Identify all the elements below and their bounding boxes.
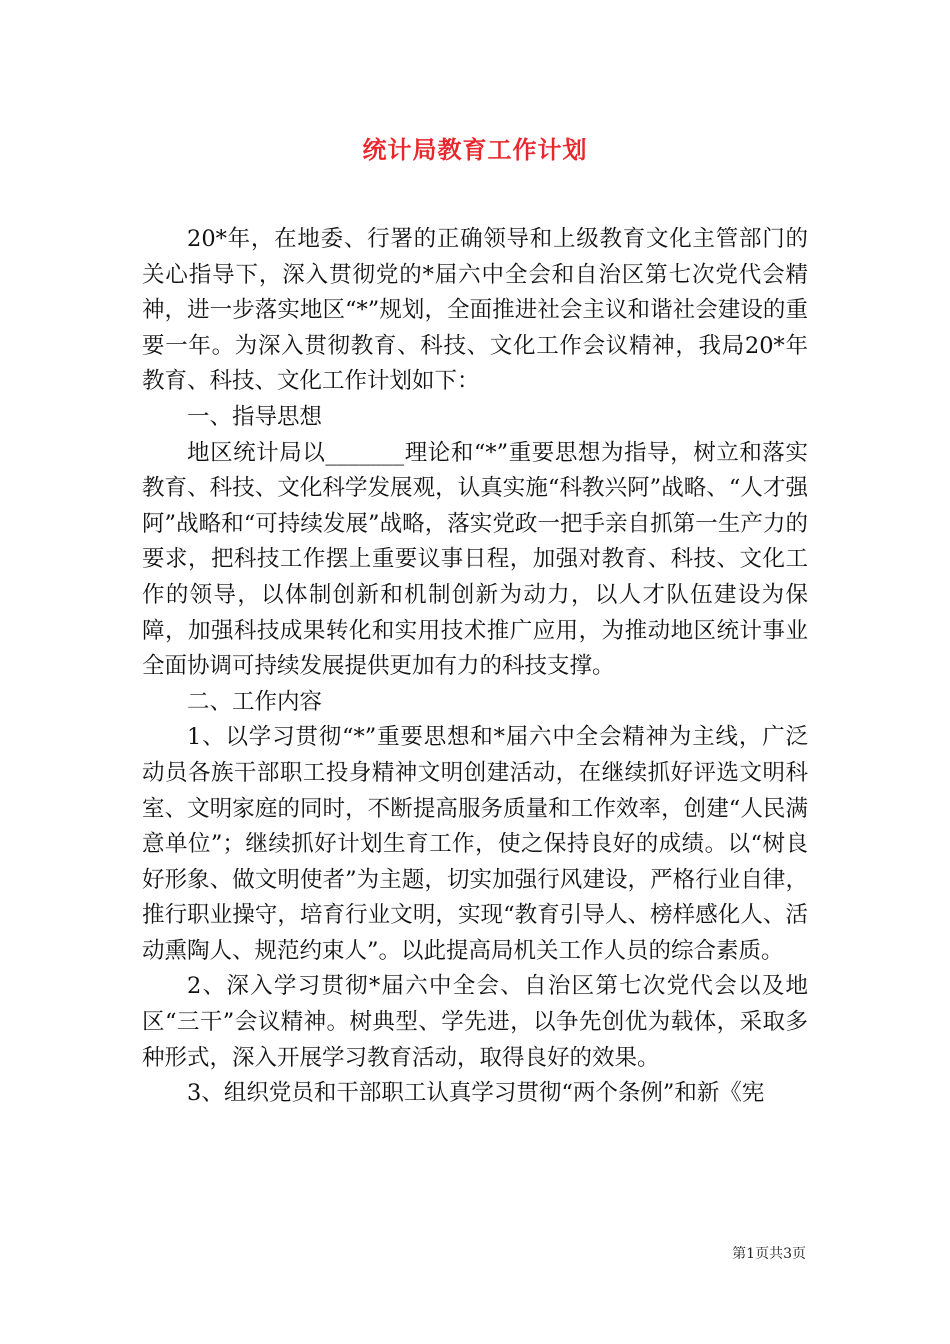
work-item-2-paragraph: 2、深入学习贯彻*届六中全会、自治区第七次党代会以及地区“三干”会议精神。树典型、学先进，以争先创优为载体，采取多种形式，深入开展学习教育活动，取得良好的效果。: [142, 973, 808, 1071]
document-title: 统计局教育工作计划: [362, 135, 588, 164]
work-item-3-paragraph: 3、组织党员和干部职工认真学习贯彻“两个条例”和新《宪: [187, 1080, 765, 1107]
work-item-1-paragraph: 1、以学习贯彻“*”重要思想和*届六中全会精神为主线，广泛动员各族干部职工投身精神文明创建活动，在继续抓好评选文明科室、文明家庭的同时，不断提高服务质量和工作效率，创建“人民满意单位”；继续抓好计划生育工作，使之保持良好的成绩。以“树良好形象、做文明使者”为主题，切实加强行风建设，严格行业自律，推行职业操守，培育行业文明，实现“教育引导人、榜样感化人、活动熏陶人、规范约束人”。以此提高局机关工作人员的综合素质。: [142, 724, 808, 964]
document-body: [142, 222, 808, 1112]
page-number-footer: 第1页共3页: [732, 1246, 806, 1262]
section-heading-guiding-thought: 一、指导思想: [187, 403, 323, 430]
section-heading-work-content: 二、工作内容: [187, 688, 323, 715]
guiding-thought-paragraph: 地区统计局以_______理论和“*”重要思想为指导，树立和落实教育、科技、文化科学发展观，认真实施“科教兴阿”战略、“人才强阿”战略和“可持续发展”战略，落实党政一把手亲自抓第一生产力的要求，把科技工作摆上重要议事日程，加强对教育、科技、文化工作的领导，以体制创新和机制创新为动力，以人才队伍建设为保障，加强科技成果转化和实用技术推广应用，为推动地区统计事业全面协调可持续发展提供更加有力的科技支撑。: [142, 439, 808, 680]
intro-paragraph: 20*年，在地委、行署的正确领导和上级教育文化主管部门的关心指导下，深入贯彻党的*届六中全会和自治区第七次党代会精神，进一步落实地区“*”规划，全面推进社会主议和谐社会建设的重要一年。为深入贯彻教育、科技、文化工作会议精神，我局20*年教育、科技、文化工作计划如下：: [142, 226, 808, 395]
